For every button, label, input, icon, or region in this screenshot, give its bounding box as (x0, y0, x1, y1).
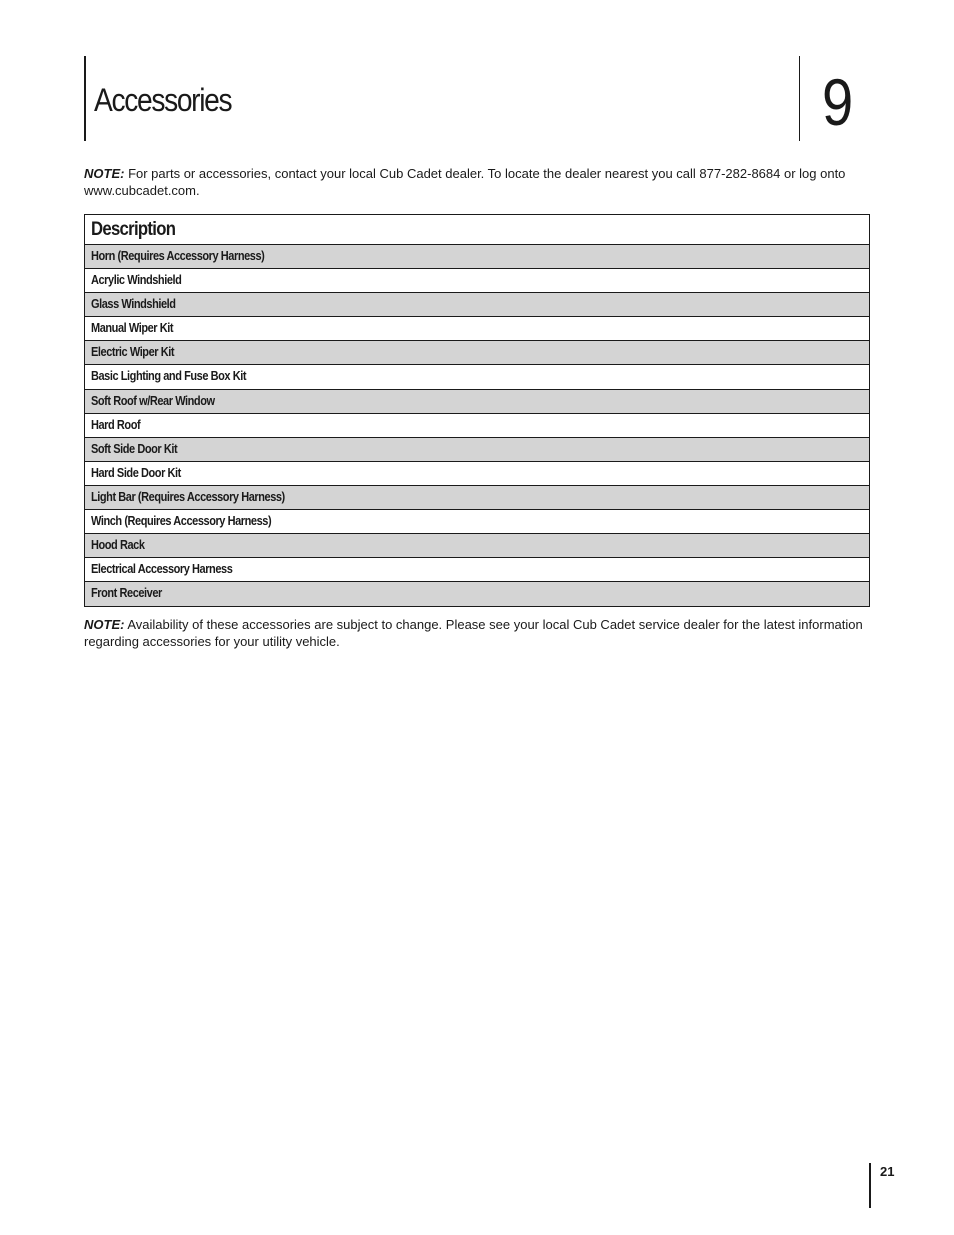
table-row: Light Bar (Requires Accessory Harness) (85, 486, 869, 510)
table-body (85, 245, 869, 606)
note-label: NOTE: (84, 166, 125, 181)
footer-rule (869, 1163, 871, 1208)
note-contact-dealer (84, 165, 874, 199)
note-text: Availability of these accessories are subject to change. Please see your local Cub Cadet service dealer for the latest information regarding accessories for your utility vehicle. (84, 617, 863, 649)
table-row: Acrylic Windshield (85, 269, 869, 293)
table-row: Horn (Requires Accessory Harness) (85, 245, 869, 269)
table-row: Soft Roof w/Rear Window (85, 390, 869, 414)
chapter-number: 9 (822, 65, 854, 139)
table-row: Manual Wiper Kit (85, 317, 869, 341)
note-text: For parts or accessories, contact your local Cub Cadet dealer. To locate the dealer nearest you call 877-282-8684 or log onto www.cubcadet.com. (84, 166, 846, 198)
table-row: Hard Side Door Kit (85, 462, 869, 486)
table-row: Glass Windshield (85, 293, 869, 317)
table-row: Electric Wiper Kit (85, 341, 869, 365)
header-rule-right (799, 56, 800, 141)
table-row: Hood Rack (85, 534, 869, 558)
accessories-table (84, 214, 870, 607)
table-header-description: Description (85, 215, 869, 245)
table-row: Hard Roof (85, 414, 869, 438)
page-title: Accessories (94, 82, 232, 118)
table-row: Winch (Requires Accessory Harness) (85, 510, 869, 534)
note-availability (84, 616, 874, 650)
note-label: NOTE: (84, 617, 125, 632)
table-row: Front Receiver (85, 582, 869, 606)
table-row: Basic Lighting and Fuse Box Kit (85, 365, 869, 389)
page-number: 21 (880, 1164, 895, 1179)
table-row: Electrical Accessory Harness (85, 558, 869, 582)
header-rule-left (84, 56, 86, 141)
table-row: Soft Side Door Kit (85, 438, 869, 462)
